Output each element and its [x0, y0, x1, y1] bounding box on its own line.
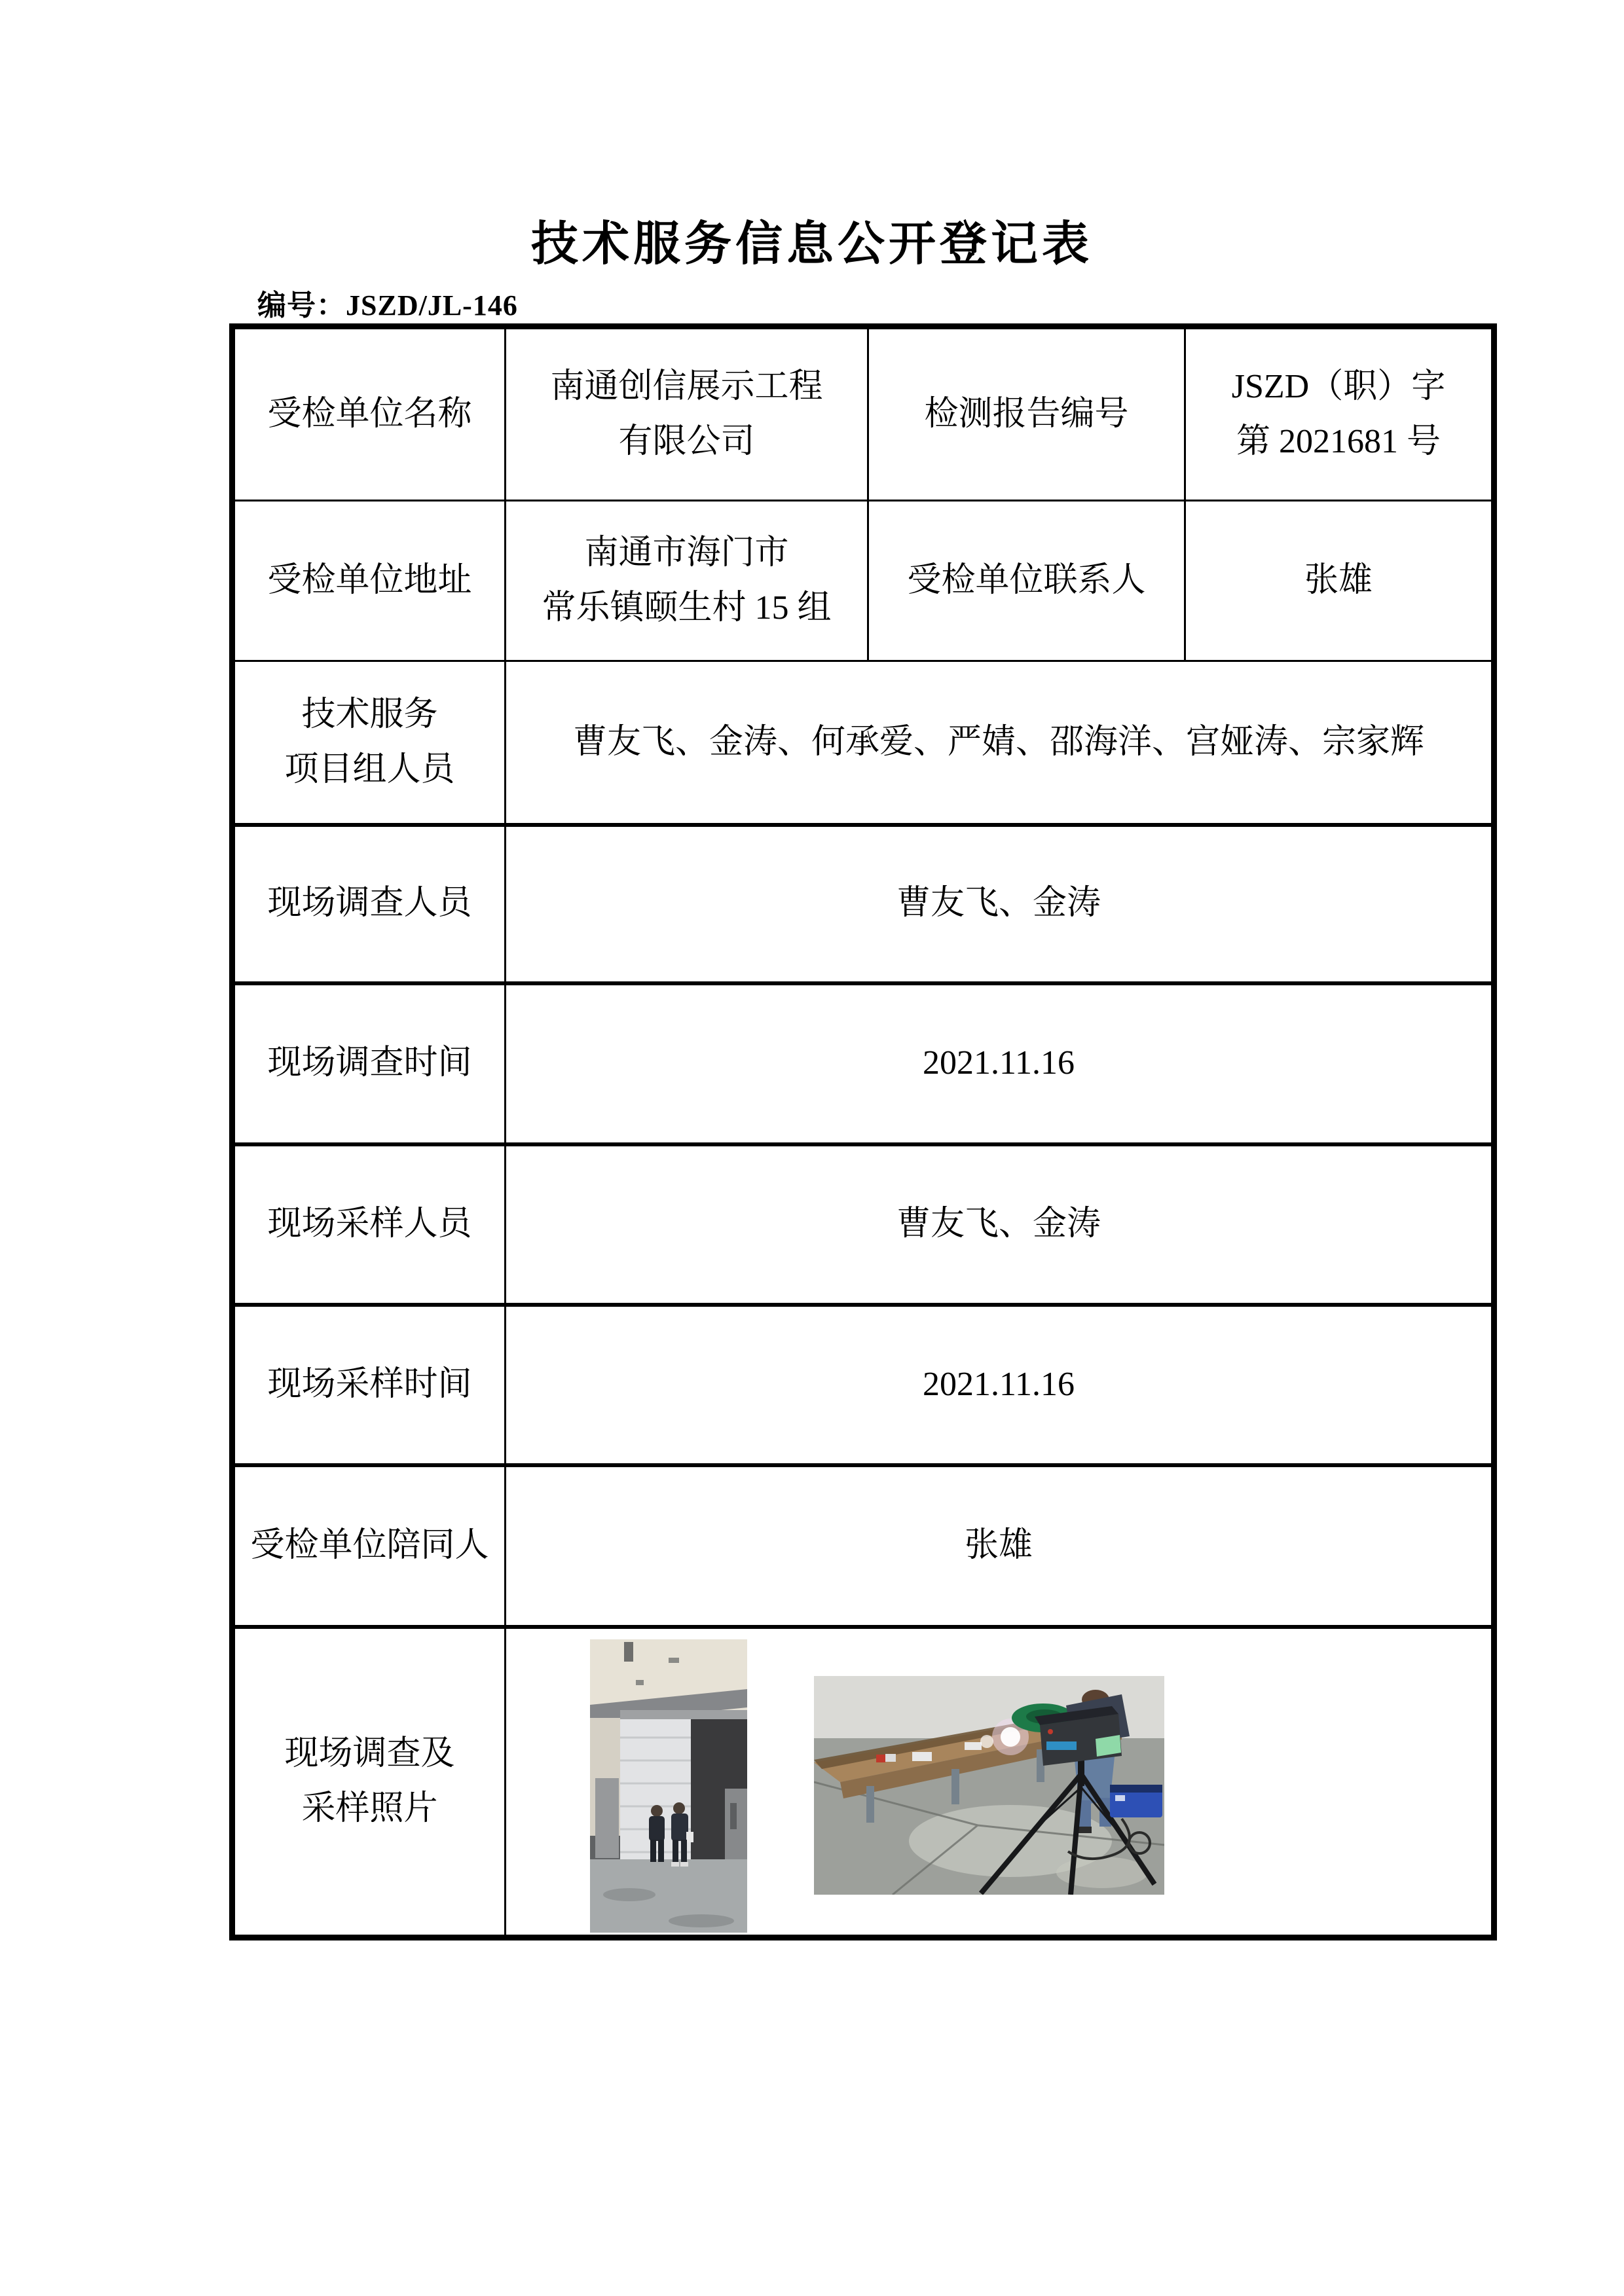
unit-address-line1: 南通市海门市	[584, 534, 789, 572]
page-title: 技术服务信息公开登记表	[530, 218, 1093, 270]
project-team-label-line2: 项目组人员	[284, 750, 455, 788]
row-unit-name	[232, 327, 1494, 501]
photos-label-line1: 现场调查及	[284, 1735, 455, 1773]
unit-address-line2: 常乐镇颐生村 15 组	[542, 589, 832, 627]
row-photos	[232, 1627, 1494, 1938]
label-cell-photos	[232, 1627, 506, 1938]
unit-name-line2: 有限公司	[618, 423, 755, 460]
value-cell-unit-name	[506, 327, 868, 501]
photos-label-line2: 采样照片	[301, 1790, 438, 1828]
value-cell-sampling-staff: 曹友飞、金涛	[506, 1144, 1494, 1305]
doc-number-prefix: 编号：	[257, 289, 346, 321]
label-cell-sampling-time: 现场采样时间	[232, 1305, 506, 1465]
project-team-label-line1: 技术服务	[301, 695, 438, 733]
row-project-team	[232, 661, 1494, 825]
sampling-equipment-photo	[814, 1676, 1164, 1895]
row-sampling-staff	[232, 1144, 1494, 1305]
photos-container	[506, 1629, 1491, 1935]
label-cell-unit-name: 受检单位名称	[232, 327, 506, 501]
value-cell-accompanying-person: 张雄	[506, 1465, 1494, 1627]
value-cell-project-team: 曹友飞、金涛、何承爱、严婧、邵海洋、宫娅涛、宗家辉	[506, 661, 1494, 825]
blue-power-box	[1110, 1785, 1162, 1817]
row-accompanying-person	[232, 1465, 1494, 1627]
row-survey-staff	[232, 825, 1494, 983]
sampling-equipment-photo-image	[814, 1676, 1164, 1895]
unit-name-line1: 南通创信展示工程	[550, 367, 823, 405]
label-cell-contact-person: 受检单位联系人	[868, 501, 1185, 661]
value-cell-report-number	[1185, 327, 1494, 501]
value-cell-sampling-time: 2021.11.16	[506, 1305, 1494, 1465]
value-cell-photos	[506, 1627, 1494, 1938]
label-cell-project-team	[232, 661, 506, 825]
registration-table	[229, 323, 1497, 1941]
label-cell-accompanying-person: 受检单位陪同人	[232, 1465, 506, 1627]
row-survey-time	[232, 983, 1494, 1144]
label-cell-survey-staff: 现场调查人员	[232, 825, 506, 983]
value-cell-unit-address	[506, 501, 868, 661]
row-sampling-time	[232, 1305, 1494, 1465]
site-survey-photo-image	[590, 1639, 747, 1933]
label-cell-sampling-staff: 现场采样人员	[232, 1144, 506, 1305]
site-survey-photo	[590, 1639, 747, 1933]
report-number-line2: 第 2021681 号	[1236, 423, 1441, 460]
doc-number-value: JSZD/JL-146	[346, 289, 518, 321]
label-cell-report-number: 检测报告编号	[868, 327, 1185, 501]
value-cell-survey-staff: 曹友飞、金涛	[506, 825, 1494, 983]
row-unit-address	[232, 501, 1494, 661]
value-cell-contact-person: 张雄	[1185, 501, 1494, 661]
instrument-box	[1035, 1706, 1122, 1766]
value-cell-survey-time: 2021.11.16	[506, 983, 1494, 1144]
label-cell-survey-time: 现场调查时间	[232, 983, 506, 1144]
report-number-line1: JSZD（职）字	[1231, 367, 1446, 405]
label-cell-unit-address: 受检单位地址	[232, 501, 506, 661]
doc-number	[257, 282, 518, 323]
